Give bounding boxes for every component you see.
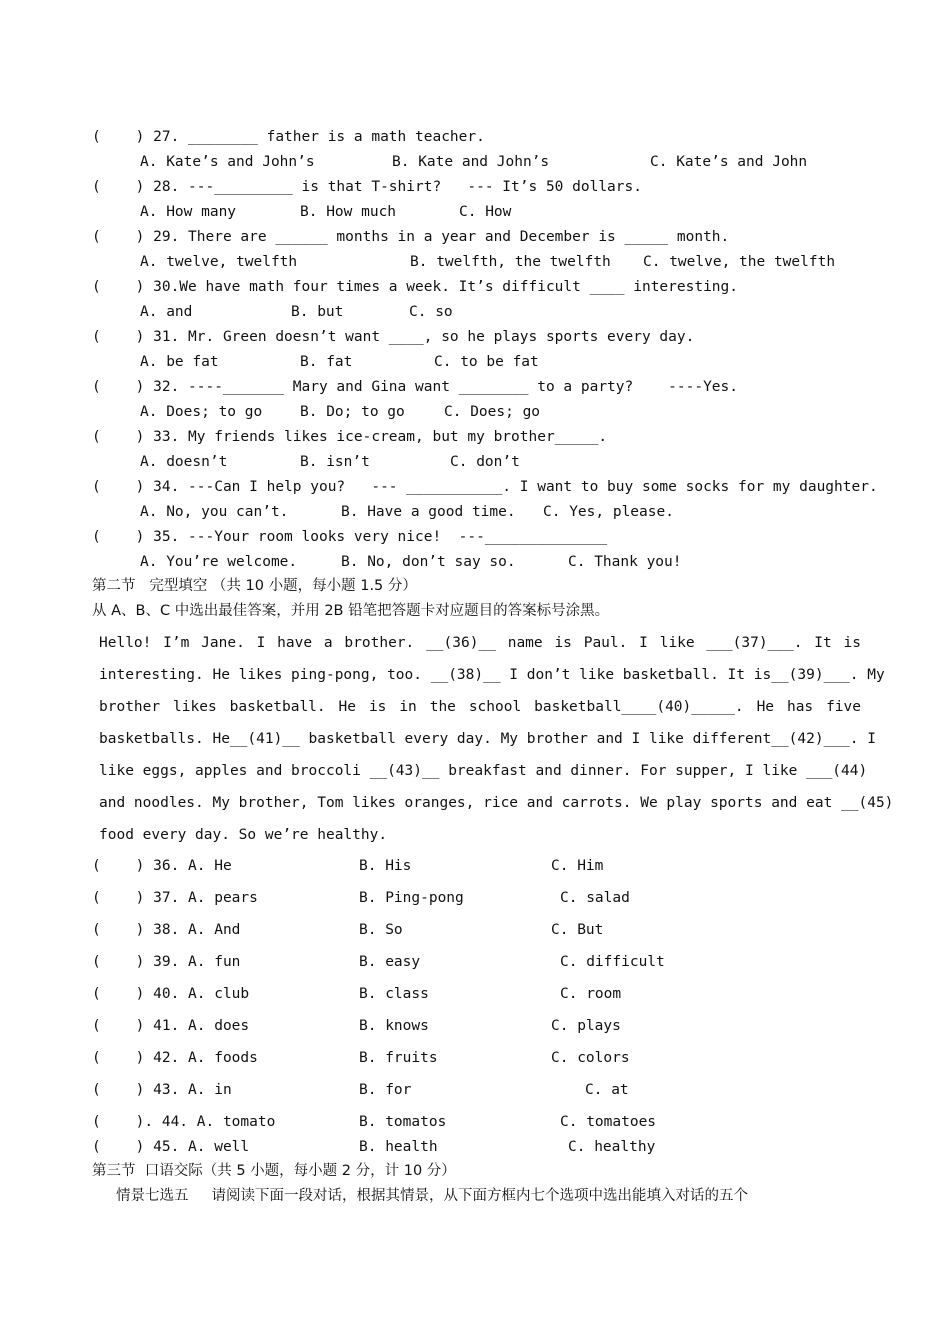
question-41-c: C. plays (551, 1018, 621, 1034)
question-34-option-c: C. Yes, please. (543, 504, 674, 520)
question-33-option-a: A. doesn’t (140, 454, 228, 470)
question-27-option-a: A. Kate’s and John’s (140, 154, 315, 170)
question-40-b: B. class (359, 986, 429, 1002)
question-41-b: B. knows (359, 1018, 429, 1034)
question-27-option-b: B. Kate and John’s (392, 154, 550, 170)
question-31-option-a: A. be fat (140, 354, 219, 370)
question-42-c: C. colors (551, 1050, 630, 1066)
question-45-a: ( ) 45. A. well (92, 1139, 250, 1155)
question-42-b: B. fruits (359, 1050, 438, 1066)
question-29-option-c: C. twelve, the twelfth (643, 254, 836, 270)
question-35-stem: ( ) 35. ---Your room looks very nice! ---______________ (92, 529, 608, 545)
question-36-a: ( ) 36. A. He (92, 858, 232, 874)
question-33-option-b: B. isn’t (300, 454, 370, 470)
question-32-option-c: C. Does; go (444, 404, 541, 420)
passage-line-6: and noodles. My brother, Tom likes oranges, rice and carrots. We play sports and eat __(45) (99, 795, 894, 811)
question-36-c: C. Him (551, 858, 604, 874)
question-30-option-c: C. so (409, 304, 453, 320)
question-29-stem: ( ) 29. There are ______ months in a year and December is _____ month. (92, 229, 730, 245)
question-41-a: ( ) 41. A. does (92, 1018, 250, 1034)
passage-line-3: brother likes basketball. He is in the school basketball____(40)_____. He has five (99, 699, 861, 715)
question-44-c: C. tomatoes (560, 1114, 657, 1130)
question-37-a: ( ) 37. A. pears (92, 890, 258, 906)
question-34-option-b: B. Have a good time. (341, 504, 516, 520)
question-39-b: B. easy (359, 954, 421, 970)
question-31-option-c: C. to be fat (434, 354, 539, 370)
question-28-option-b: B. How much (300, 204, 397, 220)
question-42-a: ( ) 42. A. foods (92, 1050, 258, 1066)
question-30-option-b: B. but (291, 304, 344, 320)
question-28-option-c: C. How (459, 204, 512, 220)
question-44-b: B. tomatos (359, 1114, 447, 1130)
question-27-option-c: C. Kate’s and John (650, 154, 808, 170)
passage-line-4: basketballs. He__(41)__ basketball every day. My brother and I like different__(42)___. I (99, 731, 876, 747)
question-29-option-a: A. twelve, twelfth (140, 254, 298, 270)
question-27-stem: ( ) 27. ________ father is a math teacher. (92, 129, 485, 145)
question-39-c: C. difficult (560, 954, 665, 970)
question-35-option-c: C. Thank you! (568, 554, 682, 570)
question-38-b: B. So (359, 922, 403, 938)
section2-title: 第二节 完型填空 （共 10 小题，每小题 1.5 分） (92, 578, 417, 594)
question-39-a: ( ) 39. A. fun (92, 954, 241, 970)
section3-instruction: 情景七选五 请阅读下面一段对话，根据其情景，从下面方框内七个选项中选出能填入对话的五个 (116, 1188, 749, 1204)
question-28-stem: ( ) 28. ---_________ is that T-shirt? --- It’s 50 dollars. (92, 179, 642, 195)
passage-line-2: interesting. He likes ping-pong, too. __(38)__ I don’t like basketball. It is__(39)___. My (99, 667, 885, 683)
question-33-stem: ( ) 33. My friends likes ice-cream, but my brother_____. (92, 429, 608, 445)
question-29-option-b: B. twelfth, the twelfth (410, 254, 611, 270)
section2-instruction: 从 A、B、C 中选出最佳答案，并用 2B 铅笔把答题卡对应题目的答案标号涂黑。 (92, 603, 610, 619)
question-31-option-b: B. fat (300, 354, 353, 370)
question-28-option-a: A. How many (140, 204, 237, 220)
question-30-stem: ( ) 30.We have math four times a week. It’s difficult ____ interesting. (92, 279, 739, 295)
question-37-b: B. Ping-pong (359, 890, 464, 906)
question-43-c: C. at (585, 1082, 629, 1098)
question-45-b: B. health (359, 1139, 438, 1155)
question-43-a: ( ) 43. A. in (92, 1082, 232, 1098)
question-37-c: C. salad (560, 890, 630, 906)
section3-title: 第三节 口语交际（共 5 小题，每小题 2 分，计 10 分） (92, 1163, 456, 1179)
question-38-a: ( ) 38. A. And (92, 922, 241, 938)
question-35-option-a: A. You’re welcome. (140, 554, 298, 570)
question-44-a: ( ). 44. A. tomato (92, 1114, 276, 1130)
question-45-c: C. healthy (568, 1139, 656, 1155)
question-36-b: B. His (359, 858, 412, 874)
passage-line-1: Hello! I’m Jane. I have a brother. __(36)__ name is Paul. I like ___(37)___. It is (99, 635, 861, 651)
question-34-option-a: A. No, you can’t. (140, 504, 289, 520)
question-38-c: C. But (551, 922, 604, 938)
question-40-c: C. room (560, 986, 622, 1002)
question-32-stem: ( ) 32. ----_______ Mary and Gina want ________ to a party? ----Yes. (92, 379, 739, 395)
question-40-a: ( ) 40. A. club (92, 986, 250, 1002)
question-31-stem: ( ) 31. Mr. Green doesn’t want ____, so he plays sports every day. (92, 329, 695, 345)
question-43-b: B. for (359, 1082, 412, 1098)
question-32-option-b: B. Do; to go (300, 404, 405, 420)
question-35-option-b: B. No, don’t say so. (341, 554, 516, 570)
passage-line-5: like eggs, apples and broccoli __(43)__ breakfast and dinner. For supper, I like ___(44) (99, 763, 868, 779)
question-30-option-a: A. and (140, 304, 193, 320)
question-32-option-a: A. Does; to go (140, 404, 263, 420)
passage-line-7: food every day. So we’re healthy. (99, 827, 388, 843)
question-33-option-c: C. don’t (450, 454, 520, 470)
question-34-stem: ( ) 34. ---Can I help you? --- ___________. I want to buy some socks for my daughter. (92, 479, 878, 495)
